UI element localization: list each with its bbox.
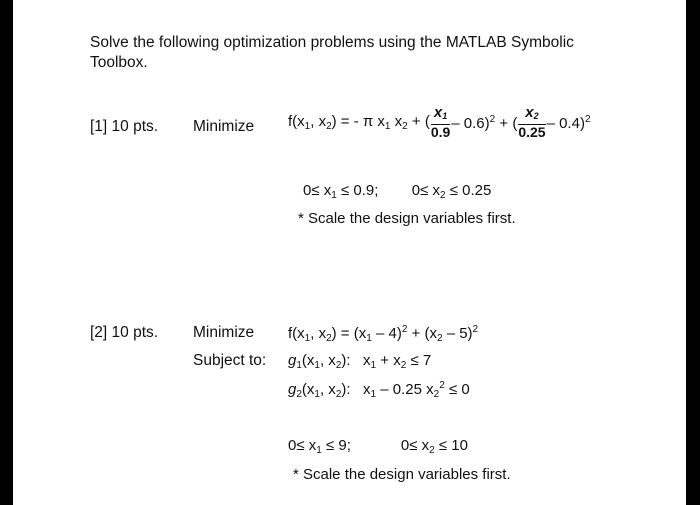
fraction-x2-over-0.25: $\frac{x_2}{0.25}$ — [518, 104, 546, 140]
problem2-constraint-g2: $g_2(x_1$, $x_2$): $x_1 - 0.25$ $x_2^2 \le 0$ — [288, 380, 470, 400]
fraction-x1-over-0.9: $\frac{x_1}{0.9}$ — [430, 104, 451, 140]
problem1-note: * Scale the design variables first. — [298, 210, 516, 227]
document-page — [13, 0, 686, 505]
problem2-label: [2] 10 pts. — [90, 324, 159, 341]
problem2-objective: $f(x_1$, $x_2) = (x_1 - 4)^2 + (x_2 - 5)^2$ — [288, 324, 479, 344]
problem1-label: [1] 10 pts. — [90, 118, 159, 135]
problem2-bounds: $0\le x_1 \le 9$; $0\le x_2 \le 10$ — [288, 437, 468, 456]
problem1-bounds: $0\le x_1 \le 0.9$; $0\le x_2 \le 0.25$ — [303, 182, 492, 201]
intro-text: Solve the following optimization problems using the MATLAB Symbolic Toolbox. — [90, 34, 574, 71]
problem2-subject-to: Subject to: — [193, 352, 267, 369]
problem2-constraint-g1: $g_1(x_1$, $x_2$): $x_1 + x_2 \le 7$ — [288, 352, 432, 371]
problem2-note: * Scale the design variables first. — [293, 466, 511, 483]
problem1-action: Minimize — [193, 118, 255, 135]
problem1-objective: $f(x_1$, $x_2$) = - π $x_1$ $x_2$ + ( $\frac{x_1}{0.9}$ – 0.6)$^2$ + ( $\frac{x_2}{0.25}$ – 0.4)$^2$ — [288, 104, 591, 140]
problem2-action: Minimize — [193, 324, 255, 341]
